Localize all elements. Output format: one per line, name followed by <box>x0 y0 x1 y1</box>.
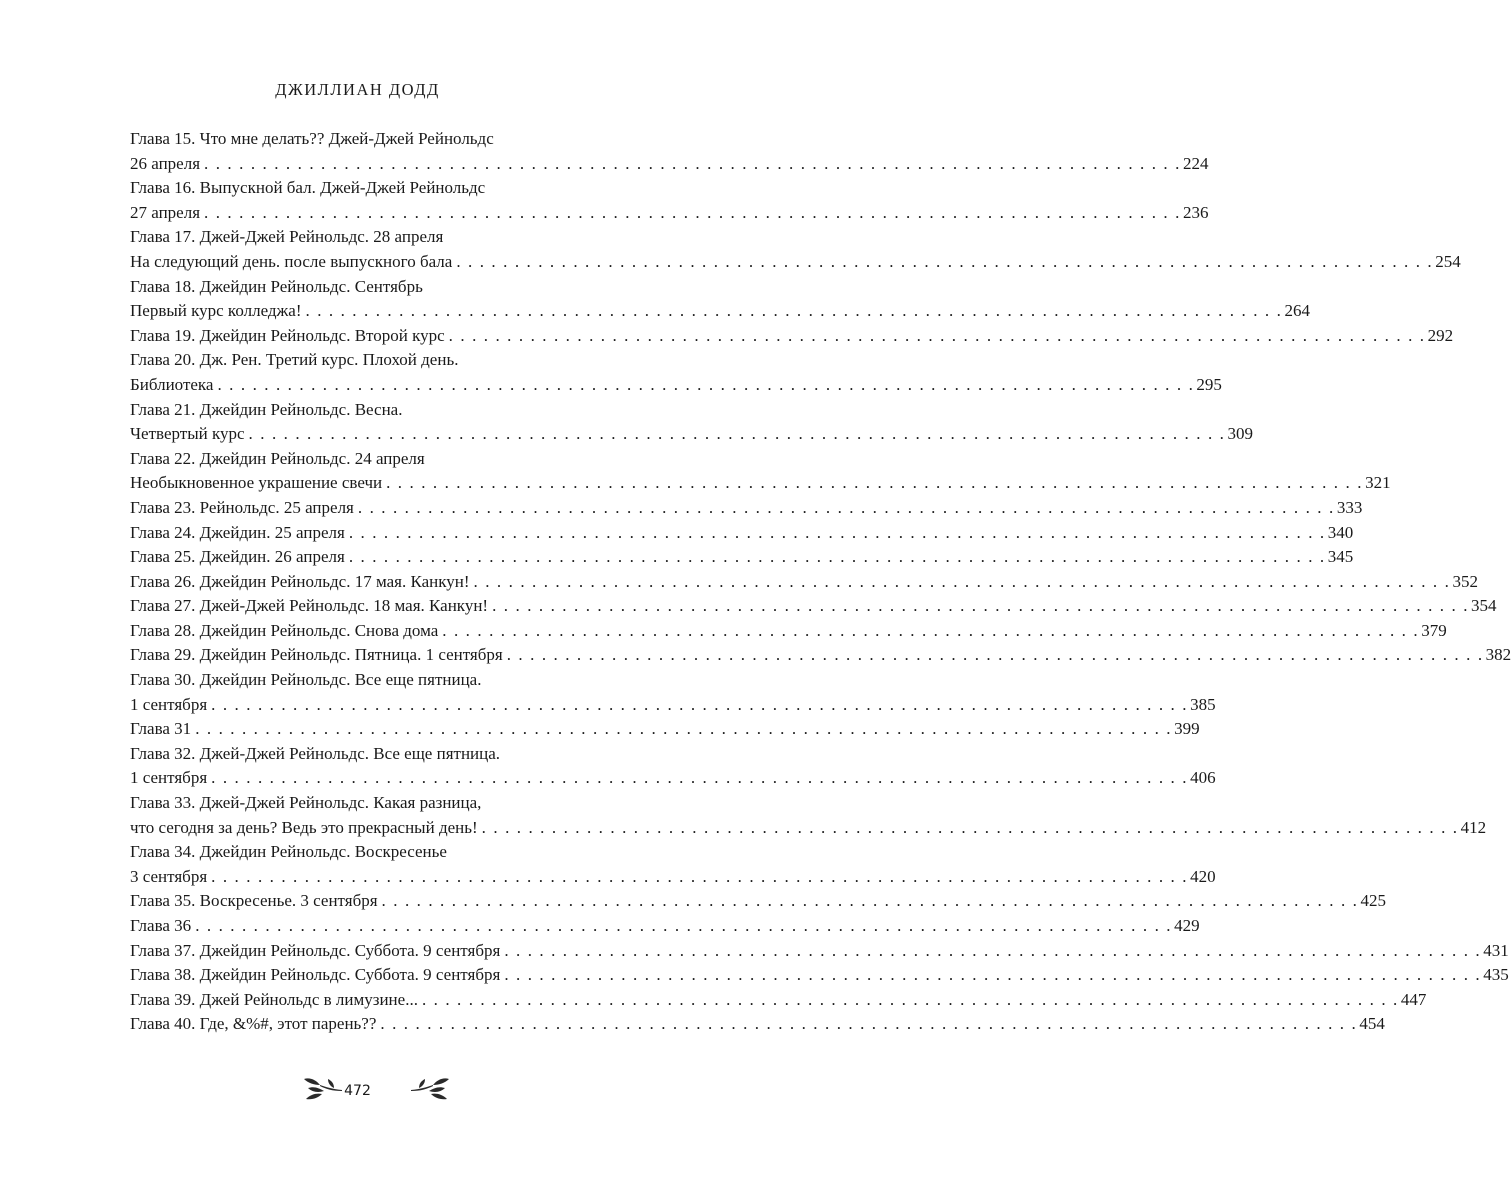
toc-entry <box>130 840 614 865</box>
toc-entry-page: 224 <box>1182 153 1209 173</box>
toc-entry <box>130 693 1216 718</box>
toc-entry-title: что сегодня за день? Ведь это прекрасный день! <box>130 817 478 837</box>
toc-entry <box>130 324 1454 349</box>
table-of-contents <box>130 127 1511 1037</box>
toc-entry-title: Глава 22. Джейдин Рейнольдс. 24 апреля <box>130 448 425 468</box>
toc-entry-page: 425 <box>1360 891 1386 911</box>
toc-leader-dots <box>349 545 1326 570</box>
toc-leader-dots <box>217 373 1194 398</box>
toc-entry-page: 382 <box>1485 645 1511 665</box>
toc-entry-page: 321 <box>1365 473 1391 493</box>
toc-entry-title: Глава 33. Джей-Джей Рейнольдс. Какая разница, <box>130 793 482 813</box>
toc-leader-dots <box>349 521 1326 546</box>
toc-leader-dots <box>195 914 1172 939</box>
toc-entry-title: Глава 39. Джей Рейнольдс в лимузине... <box>130 989 418 1009</box>
toc-entry-title: Глава 18. Джейдин Рейнольдс. Сентябрь <box>130 276 423 296</box>
leaf-sprig-right-icon <box>407 1075 451 1103</box>
toc-leader-dots <box>211 865 1188 890</box>
toc-entry-title: Глава 31 <box>130 719 192 739</box>
toc-entry <box>130 250 1461 275</box>
toc-entry <box>130 496 1363 521</box>
toc-entry-title: Глава 36 <box>130 916 192 935</box>
toc-leader-dots <box>382 889 1359 914</box>
toc-leader-dots <box>195 717 1172 742</box>
toc-entry-title: Глава 40. Где, &%#, этот парень?? <box>130 1014 377 1034</box>
toc-entry-title: 3 сентября <box>130 866 208 886</box>
toc-entry <box>130 275 614 300</box>
toc-entry-title: Глава 32. Джей-Джей Рейнольдс. Все еще пятница. <box>130 743 501 763</box>
toc-entry-title: Четвертый курс <box>130 424 245 444</box>
toc-entry <box>130 398 614 423</box>
toc-leader-dots <box>442 619 1419 644</box>
toc-entry-page: 345 <box>1327 547 1354 567</box>
toc-entry-title: 27 апреля <box>130 202 201 222</box>
toc-leader-dots <box>358 496 1335 521</box>
toc-entry-page: 333 <box>1336 497 1363 517</box>
toc-entry-title: 1 сентября <box>130 694 208 714</box>
toc-entry-title: Глава 29. Джейдин Рейнольдс. Пятница. 1 сентября <box>130 645 503 665</box>
toc-entry-page: 454 <box>1359 1014 1385 1034</box>
toc-leader-dots <box>456 250 1433 275</box>
toc-entry <box>130 742 614 767</box>
toc-leader-dots <box>482 816 1459 841</box>
toc-entry-title: Глава 35. Воскресенье. 3 сентября <box>130 891 378 911</box>
toc-leader-dots <box>306 299 1283 324</box>
toc-entry <box>130 348 614 373</box>
toc-entry-page: 406 <box>1190 768 1216 788</box>
toc-entry-title: 26 апреля <box>130 153 201 173</box>
toc-entry <box>130 643 1511 668</box>
toc-entry-title: Необыкновенное украшение свечи <box>130 473 383 493</box>
toc-entry <box>130 447 614 472</box>
toc-entry <box>130 865 1216 890</box>
toc-entry-title: Глава 34. Джейдин Рейнольдс. Воскресенье <box>130 842 447 862</box>
toc-entry-title: Глава 16. Выпускной бал. Джей-Джей Рейнольдс <box>130 178 486 198</box>
toc-entry <box>130 1012 1385 1037</box>
toc-entry-page: 264 <box>1284 301 1310 321</box>
toc-entry-title: Глава 19. Джейдин Рейнольдс. Второй курс <box>130 325 445 345</box>
toc-entry <box>130 422 1253 447</box>
toc-entry-page: 429 <box>1174 916 1200 935</box>
toc-leader-dots <box>504 963 1481 988</box>
toc-entry <box>130 545 1354 570</box>
toc-entry <box>130 668 614 693</box>
toc-leader-dots <box>422 988 1399 1013</box>
toc-leader-dots <box>492 594 1469 619</box>
toc-entry-title: Глава 20. Дж. Рен. Третий курс. Плохой день. <box>130 350 459 370</box>
page-footer <box>0 1075 715 1115</box>
toc-entry <box>130 201 1209 226</box>
toc-entry <box>130 521 1354 546</box>
toc-entry <box>130 127 614 152</box>
toc-entry-page: 354 <box>1471 596 1497 616</box>
toc-entry-page: 340 <box>1327 522 1354 542</box>
toc-leader-dots <box>386 471 1363 496</box>
toc-leader-dots <box>504 939 1481 964</box>
toc-entry <box>130 914 1200 939</box>
toc-entry <box>130 570 1478 595</box>
toc-entry-title: Первый курс колледжа! <box>130 301 302 321</box>
toc-leader-dots <box>507 643 1484 668</box>
toc-entry <box>130 791 614 816</box>
toc-entry <box>130 594 1497 619</box>
toc-leader-dots <box>204 201 1181 226</box>
toc-entry <box>130 939 1509 964</box>
running-header-author: ДЖИЛЛИАН ДОДД <box>275 80 440 99</box>
toc-entry-title: Глава 26. Джейдин Рейнольдс. 17 мая. Канкун! <box>130 571 470 591</box>
toc-leader-dots <box>449 324 1426 349</box>
toc-entry <box>130 619 1447 644</box>
toc-entry-page: 295 <box>1196 374 1222 394</box>
toc-entry <box>130 373 1222 398</box>
toc-leader-dots <box>249 422 1226 447</box>
toc-entry <box>130 152 1209 177</box>
toc-entry-title: Глава 21. Джейдин Рейнольдс. Весна. <box>130 399 403 419</box>
toc-entry-title: Глава 24. Джейдин. 25 апреля <box>130 522 345 542</box>
toc-entry <box>130 717 1200 742</box>
toc-entry-page: 236 <box>1182 202 1209 222</box>
toc-entry <box>130 988 1427 1013</box>
toc-entry-title: Глава 23. Рейнольдс. 25 апреля <box>130 497 354 517</box>
toc-leader-dots <box>211 766 1188 791</box>
toc-entry-page: 447 <box>1400 989 1427 1009</box>
toc-entry-page: 292 <box>1427 325 1454 345</box>
toc-entry-title: На следующий день. после выпускного бала <box>130 251 453 271</box>
toc-entry <box>130 299 1310 324</box>
toc-entry-page: 420 <box>1190 866 1216 886</box>
toc-entry-page: 399 <box>1174 719 1200 739</box>
toc-entry-title: Библиотека <box>130 374 214 394</box>
toc-entry <box>130 471 1391 496</box>
toc-entry-title: Глава 38. Джейдин Рейнольдс. Суббота. 9 сентября <box>130 965 501 985</box>
toc-entry <box>130 889 1386 914</box>
toc-entry-title: 1 сентября <box>130 768 208 788</box>
toc-entry <box>130 816 1487 841</box>
toc-entry-title: Глава 28. Джейдин Рейнольдс. Снова дома <box>130 620 439 640</box>
toc-leader-dots <box>204 152 1181 177</box>
toc-leader-dots <box>211 693 1188 718</box>
toc-entry-title: Глава 30. Джейдин Рейнольдс. Все еще пятница. <box>130 670 482 690</box>
toc-leader-dots <box>474 570 1451 595</box>
toc-entry-title: Глава 37. Джейдин Рейнольдс. Суббота. 9 сентября <box>130 940 501 960</box>
toc-entry-title: Глава 17. Джей-Джей Рейнольдс. 28 апреля <box>130 227 444 247</box>
toc-entry-page: 412 <box>1460 817 1487 837</box>
toc-entry <box>130 225 614 250</box>
toc-entry-page: 435 <box>1483 965 1509 985</box>
page-number: 472 <box>344 1083 371 1099</box>
toc-entry-page: 254 <box>1435 251 1461 271</box>
toc-entry <box>130 176 614 201</box>
toc-entry <box>130 766 1216 791</box>
toc-entry-title: Глава 25. Джейдин. 26 апреля <box>130 547 345 567</box>
toc-entry-page: 352 <box>1452 571 1478 591</box>
toc-leader-dots <box>380 1012 1357 1037</box>
toc-entry <box>130 963 1509 988</box>
toc-entry-page: 385 <box>1190 694 1216 714</box>
toc-entry-page: 309 <box>1227 424 1253 444</box>
toc-entry-title: Глава 27. Джей-Джей Рейнольдс. 18 мая. Канкун! <box>130 596 489 616</box>
toc-entry-page: 431 <box>1483 940 1509 960</box>
toc-entry-page: 379 <box>1421 620 1447 640</box>
toc-entry-title: Глава 15. Что мне делать?? Джей-Джей Рейнольдс <box>130 129 494 148</box>
